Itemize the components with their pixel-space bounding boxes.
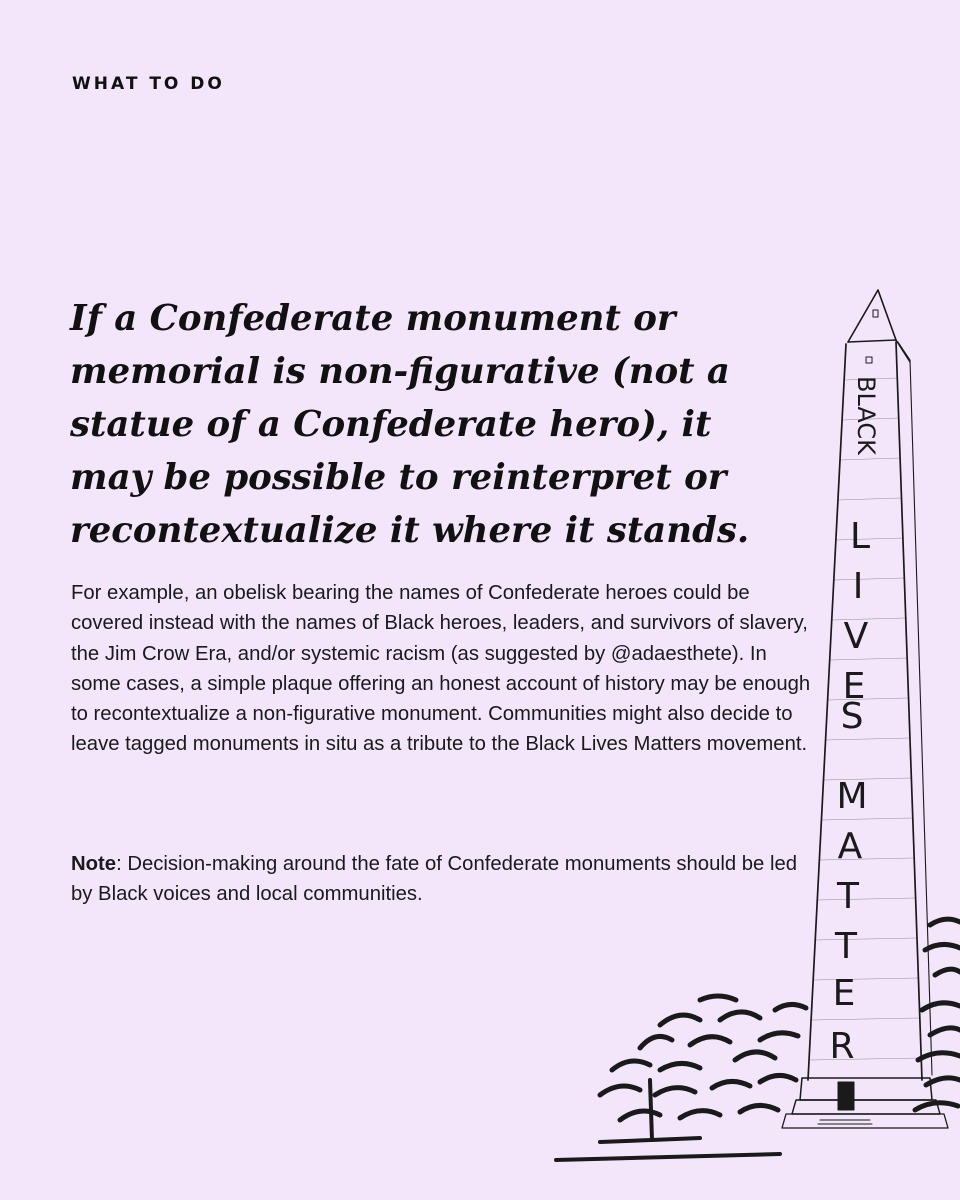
note-label: Note [71,853,117,875]
svg-text:E: E [842,666,866,707]
section-label: WHAT TO DO [72,74,225,94]
svg-text:L: L [849,516,871,557]
svg-text:S: S [840,696,864,737]
obelisk-illustration [540,280,960,1200]
note-text: : Decision-making around the fate of Confederate monuments should be led by Black voices and local communities. [71,853,798,906]
svg-text:I: I [852,566,864,607]
headline: If a Confederate monument or memorial is non-figurative (not a statue of a Confederate hero), it may be possible to reinterpret or recontextualize it where it stands. [70,298,750,551]
svg-text:E: E [832,973,856,1014]
svg-text:V: V [843,616,869,657]
svg-text:M: M [836,776,868,817]
svg-text:T: T [835,926,857,967]
svg-text:R: R [829,1026,855,1067]
graffiti-black: BLACK [852,376,880,455]
svg-text:T: T [837,876,859,917]
svg-text:A: A [837,826,863,867]
body-paragraph: For example, an obelisk bearing the names of Confederate heroes could be covered instead with the names of Black heroes, leaders, and survivors of slavery, the Jim Crow Era, and/or systemic racism (as suggested by @adaesthete). In some cases, a simple plaque offering an honest account of history may be enough to recontextualize a non-figurative monument. Communities might also decide to leave tagged monuments in situ as a tribute to the Black Lives Matters movement. [71,582,811,756]
